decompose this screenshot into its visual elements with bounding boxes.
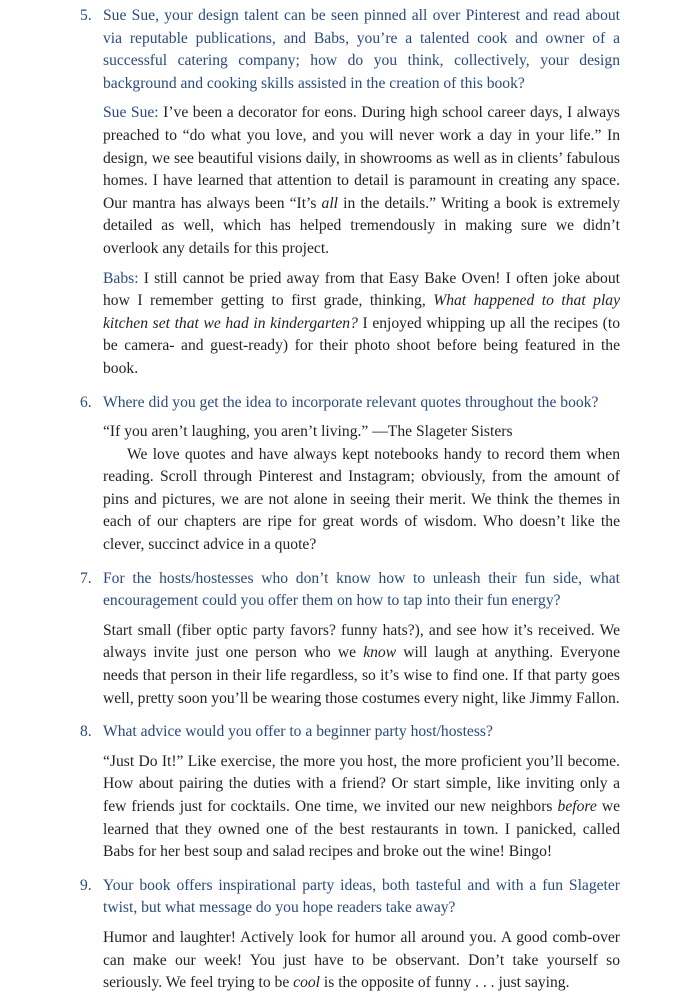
answer-text: we learned that they owned one of the best restaurants in town. I panicked, called Babs for her best soup and salad recipes and broke out the wine! Bingo! bbox=[103, 798, 621, 861]
question-number: 5. bbox=[80, 7, 92, 24]
answer-text: I’ve been a decorator for eons. During high school career days, I always preached to “do what you love, and you will never work a day in your life.” In design, we see beautiful visions daily, in showrooms as well as in clients’ fabulous homes. I have learned that attention to detail is paramount in creating any space. Our mantra has always been “It’s bbox=[103, 104, 621, 212]
question-text: For the hosts/hostesses who don’t know how to unleash their fun side, what encouragement could you offer them on how to tap into their fun energy? bbox=[103, 569, 620, 610]
qa-item-6 bbox=[80, 392, 620, 557]
question-number: 8. bbox=[80, 723, 92, 741]
answer-text: Start small (fiber optic party favors? funny hats?), and see how it’s received. We always invite just one person who we bbox=[103, 621, 620, 662]
answer-text: “Just Do It!” Like exercise, the more you host, the more proficient you’ll become. How about pairing the duties with a friend? Or start simple, like inviting only a few friends just for cocktails. One time, we invited our new neighbors bbox=[103, 752, 620, 815]
emphasis-text: before bbox=[557, 798, 597, 815]
question-number: 9. bbox=[80, 876, 92, 894]
qa-item-9 bbox=[80, 875, 620, 995]
interview-page bbox=[80, 5, 620, 1006]
emphasis-text: all bbox=[321, 194, 339, 212]
question-number: 7. bbox=[80, 569, 92, 587]
emphasis-text: cool bbox=[293, 974, 321, 992]
question-text: Your book offers inspirational party ideas, both tasteful and with a fun Slageter twist, but what message do you hope readers take away? bbox=[103, 876, 620, 917]
qa-item-7 bbox=[80, 568, 620, 711]
qa-item-5 bbox=[80, 5, 620, 381]
question-text: What advice would you offer to a beginner party host/hostess? bbox=[103, 723, 493, 741]
answer-text: Humor and laughter! Actively look for humor all around you. A good comb-over can make our week! You just have to be observant. Don’t take yourself so seriously. We feel trying to be bbox=[103, 928, 620, 992]
question-text: Where did you get the idea to incorporate relevant quotes throughout the book? bbox=[103, 393, 599, 411]
answer-paragraph bbox=[103, 751, 620, 864]
question-text: Sue Sue, your design talent can be seen pinned all over Pinterest and read about via reputable publications, and Babs, you’re a talented cook and owner of a successful catering company; how do you think, collectively, your design background and cooking skills assisted in the creation of this book? bbox=[103, 7, 620, 92]
answer-text: I enjoyed whipping up all the recipes (to be camera- and guest-ready) for their photo shoot before being featured in the book. bbox=[103, 314, 620, 377]
speaker-label: Babs: bbox=[103, 269, 139, 287]
answer-text: in the details.” Writing a book is extremely detailed as well, which has helped tremendously in making sure we didn’t overlook any details for this project. bbox=[103, 194, 621, 257]
answer-sue-sue bbox=[103, 102, 620, 260]
answer-text: I still cannot be pried away from that Easy Bake Oven! I often joke about how I remember getting to first grade, thinking, bbox=[103, 269, 620, 310]
question-number: 6. bbox=[80, 393, 92, 411]
answer-paragraph bbox=[103, 620, 620, 710]
speaker-label: Sue Sue: bbox=[103, 104, 159, 122]
answer-babs bbox=[103, 268, 620, 381]
qa-item-8 bbox=[80, 721, 620, 864]
answer-text: is the opposite of funny . . . just saying. bbox=[320, 974, 570, 992]
emphasis-text: know bbox=[363, 644, 397, 662]
answer-text: will laugh at anything. Everyone needs that person in their life regardless, so it’s wise to find one. If that party goes well, pretty soon you’ll be wearing those costumes every night, like Jimmy Fallon. bbox=[103, 644, 620, 707]
quote-text: “If you aren’t laughing, you aren’t living.” —The Slageter Sisters bbox=[103, 423, 513, 441]
emphasis-text: What happened to that play kitchen set that we had in kindergarten? bbox=[103, 292, 620, 332]
answer-paragraph bbox=[103, 927, 620, 995]
answer-text: We love quotes and have always kept notebooks handy to record them when reading. Scroll through Pinterest and Instagram; obviously, from the amount of pins and pictures, we are not alone in seeing their merit. We think the themes in each of our chapters are ripe for great words of wisdom. Who doesn’t like the clever, succinct advice in a quote? bbox=[103, 445, 620, 554]
